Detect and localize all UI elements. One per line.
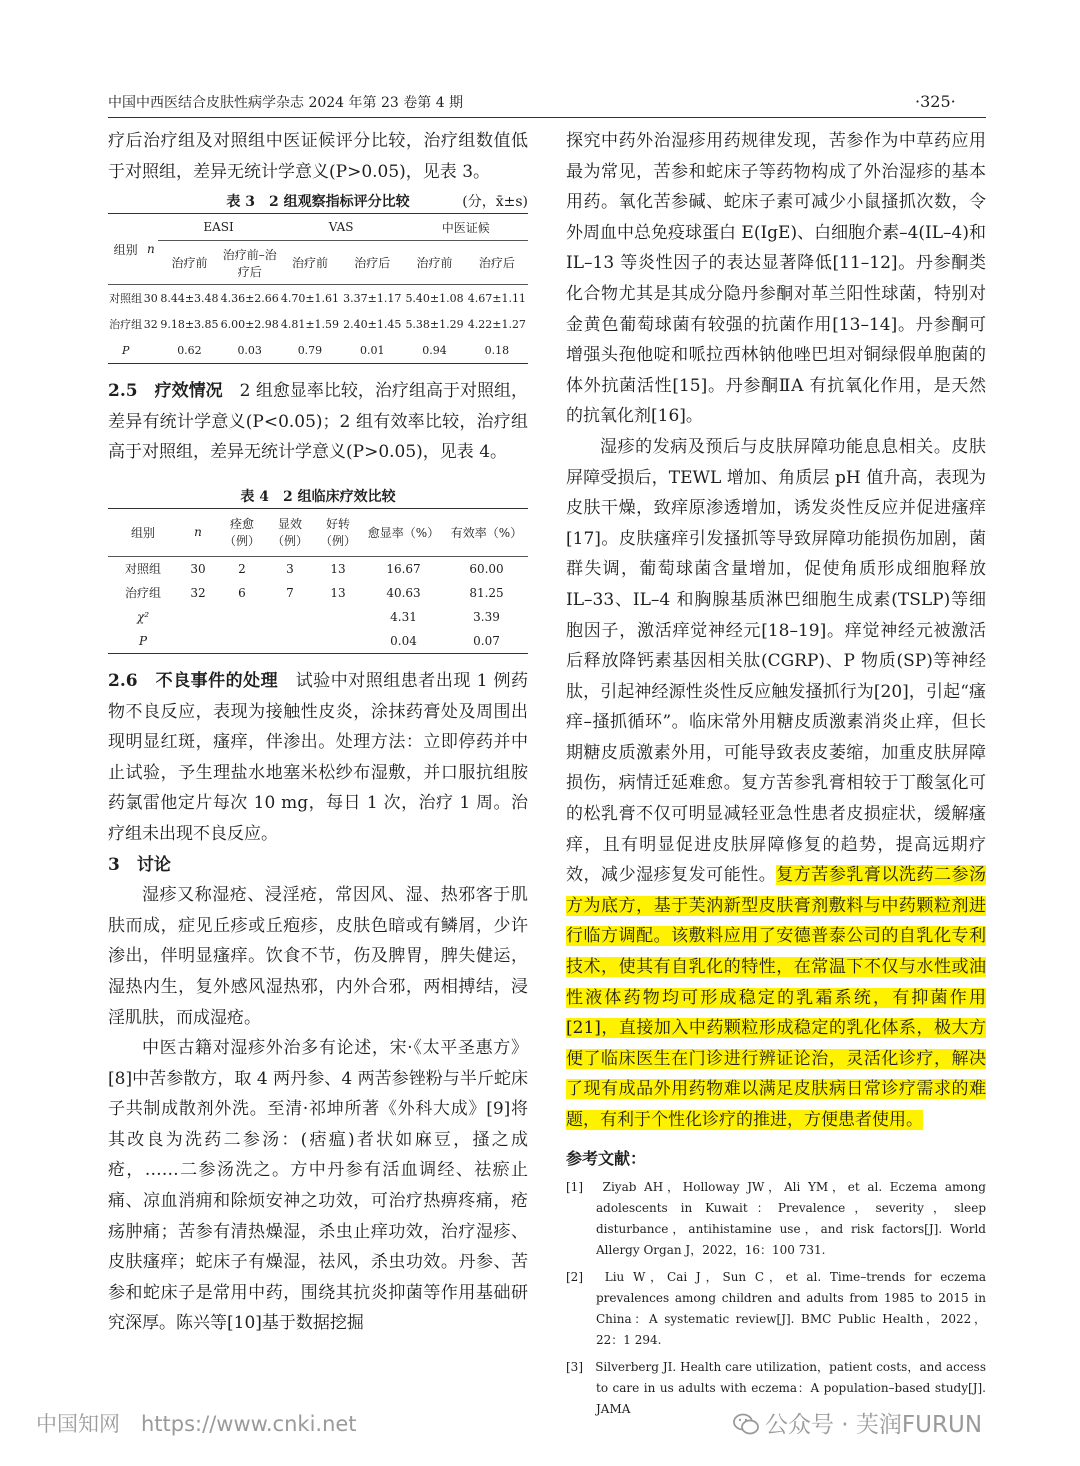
- table-cell: 32: [190, 585, 206, 600]
- section-title: 2.6 不良事件的处理: [108, 670, 279, 691]
- table-row: [108, 337, 528, 364]
- wechat-watermark-text: 公众号 · 芙润FURUN: [765, 1412, 983, 1438]
- references-title: 参考文献：: [566, 1148, 647, 1168]
- table-cell: [143, 337, 158, 364]
- cnki-watermark: 中国知网 https://www.cnki.net: [36, 1412, 357, 1436]
- table-cell: [178, 629, 218, 654]
- table-header: 组别: [113, 242, 138, 257]
- wechat-watermark: [733, 1406, 982, 1439]
- table-cell: [218, 629, 266, 654]
- table-cell: 0.79: [297, 343, 323, 357]
- table-cell: 4.67±1.11: [467, 291, 526, 305]
- paragraph: 湿疹又称湿疮、浸淫疮，常因风、湿、热邪客于肌肤而成，症见丘疹或丘疱疹，皮肤色暗或有鳞屑，少许渗出，伴明显瘙痒。饮食不节，伤及脾胃，脾失健运，湿热内生，复外感风湿热邪，内外合邪，两相搏结，浸淫肌肤，而成湿疮。: [108, 885, 528, 1028]
- table-cell: 60.00: [469, 561, 504, 576]
- table-cell: 0.01: [359, 343, 385, 357]
- table-cell: 4.81±1.59: [280, 317, 340, 331]
- table-cell: 0.18: [484, 343, 510, 357]
- table-subheader: 治疗前: [171, 256, 208, 271]
- paragraph: 疗后治疗组及对照组中医证候评分比较，治疗组数值低于对照组，差异无统计学意义(P>0.05)，见表 3。: [108, 131, 528, 182]
- reference-item: [3] Silverberg JI. Health care utilization，patient costs，and access to care in us adults with eczema：A population–based study[J]. JAMA: [566, 1359, 986, 1416]
- table-cell: 4.31: [390, 609, 417, 624]
- table-caption: 表 4 2 组临床疗效比较: [240, 488, 396, 505]
- table-cell: [266, 605, 314, 629]
- table-cell: 8.44±3.48: [160, 291, 219, 305]
- table-cell: 6: [238, 585, 246, 600]
- table-cell: P: [121, 343, 130, 357]
- table-header: 痊愈（例）: [223, 517, 260, 549]
- header-rule: [108, 117, 986, 118]
- table-row: [108, 629, 528, 654]
- table-row: [108, 556, 528, 581]
- table-header: EASI: [158, 214, 279, 241]
- table-cell: 2: [238, 561, 246, 576]
- table-cell: [314, 629, 362, 654]
- paragraph: 中医古籍对湿疹外治多有论述，宋·《太平圣惠方》[8]中苦参散方，取 4 两丹参、4 两苦参锉粉与半斤蛇床子共制成散剂外洗。至清·祁坤所著《外科大成》[9]将其改良为洗药二参汤：(痞瘟)者状如麻豆，搔之成疮，……二参汤洗之。方中丹参有活血调经、祛瘀止痛、凉血消痈和除烦安神之功效，可治疗热痹疼痛，疮疡肿痛；苦参有清热燥湿，杀虫止痒功效，治疗湿疹、皮肤瘙痒；蛇床子有燥湿，祛风，杀虫功效。丹参、苦参和蛇床子是常用中药，围绕其抗炎抑菌等作用基础研究深厚。陈兴等[10]基于数据挖掘: [108, 1038, 528, 1334]
- table-header: VAS: [279, 214, 404, 241]
- table-4: [108, 486, 528, 654]
- table-header: 好转（例）: [319, 517, 356, 549]
- table-cell: 9.18±3.85: [160, 317, 219, 331]
- table-cell: 5.38±1.29: [405, 317, 464, 331]
- table-cell: 3.39: [473, 609, 500, 624]
- table-cell: 对照组: [109, 292, 143, 306]
- table-subheader: 治疗后: [354, 256, 391, 271]
- section-2-5: [108, 376, 528, 468]
- table-cell: 治疗组: [124, 586, 161, 601]
- page-number: ·325·: [915, 92, 956, 111]
- table-cell: 0.94: [422, 343, 447, 357]
- table-cell: [178, 605, 218, 629]
- table-header: 中医证候: [403, 214, 528, 241]
- table-cell: 4.22±1.27: [467, 317, 526, 331]
- table-header: n: [146, 242, 155, 257]
- highlighted-text: 复方苦参乳膏以洗药二参汤方为底方，基于芙汭新型皮肤膏剂敷料与中药颗粒剂进行临方调配。该敷料应用了安德普泰公司的自乳化专利技术，使其有自乳化的特性，在常温下不仅与水性或油性液体药物均可形成稳定的乳霜系统，有抑菌作用[21]，直接加入中药颗粒形成稳定的乳化体系，极大方便了临床医生在门诊进行辨证论治，灵活化诊疗，解决了现有成品外用药物难以满足皮肤病日常诊疗需求的难题，有利于个性化诊疗的推进，方便患者使用。: [566, 865, 987, 1130]
- table-cell: 0.07: [473, 633, 500, 648]
- table-cell: 30: [190, 561, 206, 576]
- paragraph: 探究中药外治湿疹用药规律发现，苦参作为中草药应用最为常见，苦参和蛇床子等药物构成了外治湿疹的基本用药。氧化苦参碱、蛇床子素可减少小鼠搔抓次数，令外周血中总免疫球蛋白 E(IgE)、白细胞介素–4(IL–4)和 IL–13 等炎性因子的表达显著降低[11–12]。丹参酮类化合物尤其是其成分隐丹参酮对革兰阳性球菌，特别对金黄色葡萄球菌有较强的抗菌作用[13–14]。丹参酮可增强头孢他啶和哌拉西林钠他唑巴坦对铜绿假单胞菌的体外抗菌活性[15]。丹参酮ⅡA 有抗氧化作用，是天然的抗氧化剂[16]。: [566, 131, 986, 427]
- table-row: [108, 285, 528, 312]
- table-cell: 4.36±2.66: [220, 291, 279, 305]
- paragraph: [566, 432, 986, 1136]
- table-row: [108, 311, 528, 337]
- table-subheader: 治疗前: [416, 256, 453, 271]
- reference-item: [1] Ziyab AH，Holloway JW，Ali YM，et al. Eczema among adolescents in Kuwait：Prevalence，severity，sleep disturbance，antihistamine use，and risk factors[J]. World Allergy Organ J，2022，16：100 731.: [566, 1179, 986, 1257]
- section-title: 2.5 疗效情况: [108, 381, 223, 402]
- table-cell: 4.70±1.61: [280, 291, 340, 305]
- table-cell: [314, 605, 362, 629]
- wechat-icon: [733, 1413, 759, 1435]
- table-cell: 81.25: [469, 585, 504, 600]
- table-cell: [218, 605, 266, 629]
- section-2-6: [108, 666, 528, 850]
- table-cell: 7: [286, 585, 294, 600]
- reference-item: [2] Liu W，Cai J，Sun C，et al. Time–trends for eczema prevalences among children and adults from 1985 to 2015 in China：A systematic review[J]. BMC Public Health，2022，22：1 294.: [566, 1269, 986, 1347]
- right-column: [566, 126, 986, 1426]
- table-cell: 13: [330, 585, 346, 600]
- table-row: [108, 605, 528, 629]
- table-cell: [266, 629, 314, 654]
- table-cell: 0.04: [390, 633, 417, 648]
- table-cell: 16.67: [386, 561, 421, 576]
- table-header: 有效率（%）: [450, 525, 523, 540]
- table-header: n: [194, 525, 202, 540]
- table-cell: 30: [143, 291, 158, 305]
- table-subheader: 治疗后: [478, 256, 515, 271]
- table-cell: 3.37±1.17: [343, 291, 402, 305]
- table-subheader: 治疗前: [291, 256, 328, 271]
- table-cell: 32: [143, 317, 158, 331]
- journal-header: 中国中西医结合皮肤性病学杂志 2024 年第 23 卷第 4 期: [108, 95, 464, 111]
- section-text: 试验中对照组患者出现 1 例药物不良反应，表现为接触性皮炎，涂抹药膏处及周围出现明显红斑，瘙痒，伴渗出。处理方法：立即停药并中止试验，予生理盐水地塞米松纱布湿敷，并口服抗组胺药氯雷他定片每次 10 mg，每日 1 次，治疗 1 周。治疗组未出现不良反应。: [108, 670, 529, 844]
- table-subheader: 治疗前–治疗后: [222, 247, 277, 279]
- table-header: 显效（例）: [271, 517, 308, 549]
- section-3-title: 3 讨论: [108, 854, 171, 875]
- paragraph-text: 湿疹的发病及预后与皮肤屏障功能息息相关。皮肤屏障受损后，TEWL 增加、角质层 pH 值升高，表现为皮肤干燥，致痒原渗透增加，诱发炎性反应并促进瘙痒[17]。皮肤瘙痒引发搔抓等导致屏障功能损伤加剧，菌群失调，葡萄球菌含量增加，促使角质形成细胞释放 IL–33、IL–4 和胸腺基质淋巴细胞生成素(TSLP)等细胞因子，激活痒觉神经元[18–19]。痒觉神经元被激活后释放降钙素基因相关肽(CGRP)、P 物质(SP)等神经肽，引起神经源性炎性反应触发搔抓行为[20]，引起“瘙痒–搔抓循环”。临床常外用糖皮质激素消炎止痒，但长期糖皮质激素外用，可能导致表皮萎缩，加重皮肤屏障损伤，病情迁延难愈。复方苦参乳膏相较于丁酸氢化可的松乳膏不仅可明显减轻亚急性患者皮损症状，缓解瘙痒，且有明显促进皮肤屏障修复的趋势，提高远期疗效，减少湿疹复发可能性。: [566, 436, 986, 886]
- left-column: [108, 126, 528, 1339]
- table-cell: 2.40±1.45: [343, 317, 402, 331]
- table-cell: 0.62: [177, 343, 202, 357]
- table-row: [108, 581, 528, 605]
- table-caption: 表 3 2 组观察指标评分比较: [226, 194, 410, 211]
- table-cell: P: [138, 633, 148, 648]
- table-cell: 0.03: [237, 343, 262, 357]
- table-cell: χ²: [136, 609, 150, 624]
- table-cell: 对照组: [124, 562, 161, 577]
- table-cell: 3: [286, 561, 294, 576]
- table-cell: 治疗组: [109, 318, 143, 332]
- table-unit: (分，x̄±s): [462, 194, 528, 211]
- table-3: [108, 191, 528, 364]
- table-header: 组别: [130, 525, 155, 540]
- table-header: 愈显率（%）: [367, 525, 440, 540]
- table-cell: 13: [330, 561, 346, 576]
- section-text: 2 组愈显率比较，治疗组高于对照组，差异有统计学意义(P<0.05)；2 组有效率比较，治疗组高于对照组，差异无统计学意义(P>0.05)，见表 4。: [108, 381, 528, 463]
- table-cell: 40.63: [386, 585, 421, 600]
- table-cell: 6.00±2.98: [220, 317, 279, 331]
- table-cell: 5.40±1.08: [405, 291, 464, 305]
